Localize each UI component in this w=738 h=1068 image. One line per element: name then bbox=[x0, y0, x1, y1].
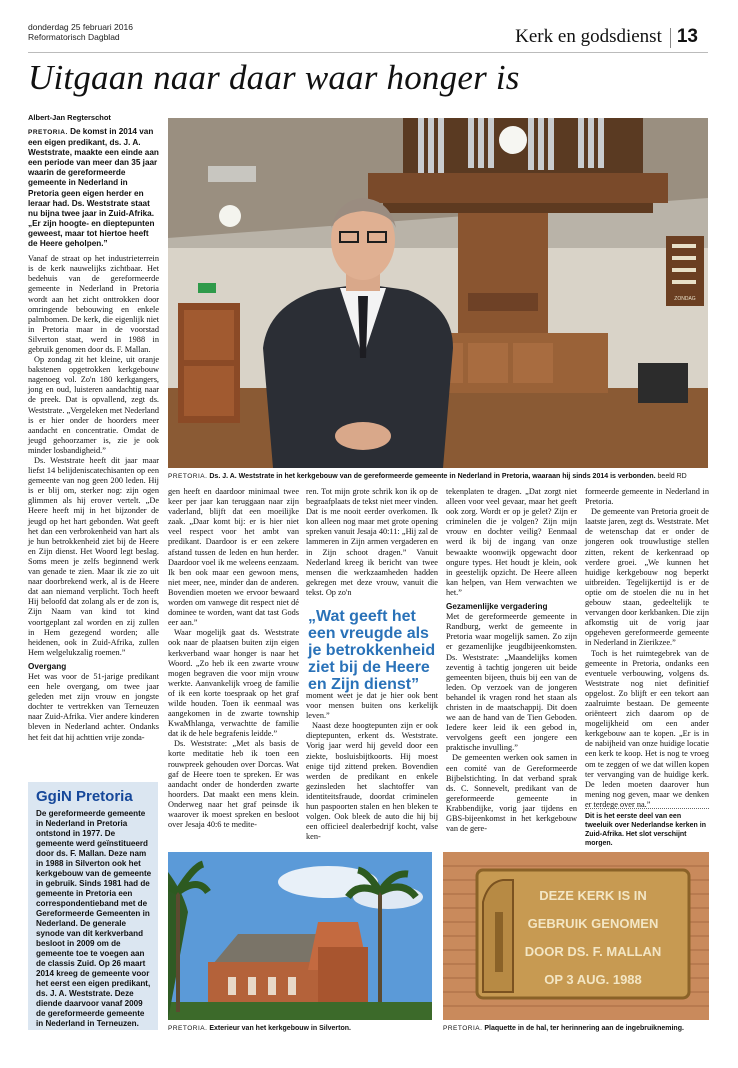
plaque-photo bbox=[443, 852, 709, 1020]
plaque-line-3: DOOR DS. F. MALLAN bbox=[524, 944, 662, 959]
paragraph: Ds. Weststrate heeft dit jaar maar liefst 14 belijdeniscatechisanten op een gemeente van nog geen 200 leden. Hij is er blij om, sterker nog: zijn ogen glimmen als hij erover vertelt. „De Heere heeft mij in het bijzonder de jeugd op het hart gebonden. Wat geeft het dan een verbrokenheid van hart als je hun betrokkenheid ziet bij de Heere en Zijn dienst. Het Woord legt beslag. Soms meen je zelfs beginnend werk van genade te zien. Maar ik zie zo uit naar doorbrekend werk, al is de Heere dat aan niemand verplicht. Toch heeft Hij beloofd dat zolang als er de zon is, Zijn Naam van kind tot kind voortgeplant zal worden en zij zullen in Hem gezegend worden; alle heidenen, ook in Zuid-Afrika, zullen Hem welgelukzalig roemen.” bbox=[28, 456, 159, 657]
paragraph: Vanaf de straat op het industrieterrein is de kerk nauwelijks zichtbaar. Het bedehuis van de gereformeerde gemeente in Nederland in Pretoria wordt aan het zicht onttrokken door omringende bebouwing en enkele palmbomen. De kerk, die eigenlijk niet in Pretoria maar in de voorstad Silverton staat, werd in 1988 in gebruik genomen door ds. F. Mallan. bbox=[28, 254, 159, 354]
paragraph: Het was voor de 51-jarige predikant een hele overgang, om twee jaar geleden met zijn vrouw en jongste dochter te vertrekken van Terneuzen naar Zuid-Afrika. Vier andere kinderen bleven in Nederland achter. Ondanks het feit dat hij achttien vrije zonda- bbox=[28, 671, 159, 742]
caption-text: Ds. J. A. Weststrate in het kerkgebouw van de gereformeerde gemeente in Nederland in Pretoria, waaraan hij sinds 2014 is verbonden. bbox=[209, 473, 656, 480]
paragraph: ren. Tot mijn grote schrik kon ik op de begraafplaats de tekst niet meer vinden. Dat is me nooit eerder overkomen. Ik kon alleen nog maar met grote opening spreken vanuit Jesaja 40:11: „Hij zal de lammeren in Zijn armen vergaderen en in Zijn schoot dragen.” Vanuit Nederland kreeg ik bericht van twee mensen die werkzaamheden hadden gekregen met deze vrouw, vanuit die tekst. Op zo'n bbox=[306, 487, 438, 597]
article-column-4 bbox=[446, 487, 577, 834]
paragraph: Waar mogelijk gaat ds. Weststrate ook naar de plaatsen buiten zijn eigen kerkverband waar honger is naar het Woord. „Zo heb ik een zwarte vrouw mogen begraven die voor mijn vrouw werkte. Aanvankelijk vroeg de familie of ik een korte toespraak op het graf wilde houden. Toen ik eenmaal was aangekomen in de zwarte township KwaMhlanga, verwachtte de familie dat ik de hele begrafenis leidde.” bbox=[168, 628, 299, 739]
info-box bbox=[28, 782, 158, 1030]
dateline: PRETORIA. bbox=[28, 129, 68, 136]
exterior-photo bbox=[168, 852, 432, 1020]
section-title: Kerk en godsdienst bbox=[515, 26, 662, 47]
page-number: 13 bbox=[676, 26, 698, 47]
issue-date: donderdag 25 februari 2016 bbox=[28, 22, 133, 32]
article-column-3-continued bbox=[306, 691, 438, 842]
header-rule bbox=[28, 52, 708, 53]
paragraph: tekenplaten te dragen. „Dat zorgt niet alleen voor veel gevaar, maar het geeft ook zorg. Wordt er op je gelet? Zijn er criminelen die je volgen? Zijn mijn vrouw en dochter veilig? Eenmaal werd ik bij de ingang van onze bewaakte woonwijk opgewacht door ongure types. Het houdt je klein, ook in geestelijk opzicht. De Heere alleen kan helpen, van Hem verwachten we het.” bbox=[446, 487, 577, 597]
main-photo-image bbox=[168, 118, 708, 468]
paragraph: Ds. Weststrate: „Met als basis de korte meditatie heb ik toen een rouwpreek gehouden over Dorcas. Wat gaf de Heere toen te spreken. Er was aandacht onder de honderden zwarte hoorders. Dat maakt een mens klein. Onderweg naar het graf peinsde ik waarover ik moest spreken en besloot over Jesaja 40:6 te medite- bbox=[168, 739, 299, 830]
subheading: Gezamenlijke vergadering bbox=[446, 602, 548, 612]
caption-dateline: PRETORIA. bbox=[443, 1025, 483, 1032]
paragraph: moment weet je dat je hier ook bent voor mensen buiten ons kerkelijk leven.” bbox=[306, 691, 438, 721]
article-column-3 bbox=[306, 487, 438, 598]
header-divider bbox=[670, 28, 671, 48]
info-box-title: GgiN Pretoria bbox=[36, 788, 133, 805]
caption-dateline: PRETORIA. bbox=[168, 473, 208, 480]
article-lead bbox=[28, 127, 159, 249]
photo-credit: beeld RD bbox=[657, 473, 687, 480]
article-column-1 bbox=[28, 127, 159, 743]
paragraph: De gemeenten werken ook samen in een comité van de Gereformeerde Bijbelstichting. In dat verband sprak ds. C. Sonnevelt, predikant van de gereformeerde gemeente in Krabbendijke, vorig jaar tijdens en GBS-bijeenkomst in het kerkgebouw van de gere- bbox=[446, 753, 577, 834]
paragraph: De gemeente van Pretoria groeit de laatste jaren, zegt ds. Weststrate. Met de wetenschap dat er onder de jongeren ook trouwlustige stellen zitten, rekent de kerkenraad op verdere groei. „We kunnen het huidige kerkgebouw nog beperkt uitbreiden. Tegelijkertijd is er de optie om de stoelen die nu in het gebouw staan, gedeeltelijk te vervangen door kerkbanken. Die zijn afkomstig uit de vorig jaar opgeheven gereformeerde gemeente in Nederland in Zierikzee.” bbox=[585, 507, 709, 648]
main-photo-caption bbox=[168, 472, 708, 481]
plaque-line-4: OP 3 AUG. 1988 bbox=[544, 972, 642, 987]
paragraph: formeerde gemeente in Nederland in Pretoria. bbox=[585, 487, 709, 507]
hymn-board-label: ZONDAG bbox=[674, 296, 696, 302]
plaque-photo-caption bbox=[443, 1024, 709, 1033]
caption-text: Plaquette in de hal, ter herinnering aan de ingebruikneming. bbox=[484, 1025, 684, 1032]
lead-text: De komst in 2014 van een eigen predikant, ds. J. A. Weststrate, maakte een einde aan een periode van meer dan 35 jaar waarin de gereformeerde gemeente in Nederland in Pretoria geen eigen herder en leraar had. Ds. Weststrate staat nu bijna twee jaar in Zuid-Afrika. „Er zijn hoogte- en dieptepunten geweest, maar tot hiertoe heeft de Heere geholpen.” bbox=[28, 127, 159, 249]
plaque-photo-image bbox=[443, 852, 709, 1020]
caption-dateline: PRETORIA. bbox=[168, 1025, 208, 1032]
pull-quote: „Wat geeft het een vreugde als je betrokkenheid ziet bij de Heere en Zijn dienst” bbox=[308, 608, 436, 693]
masthead-date-block bbox=[28, 22, 133, 42]
paragraph: Op zondag zit het kleine, uit oranje bakstenen opgetrokken kerkgebouw nagenoeg vol. Zo'n 180 kerkgangers, jong en oud, luisteren aandachtig naar de preek. Dat is opvallend, zegt ds. Weststrate. „Vergeleken met Nederland is er hier onder de hoorders meer aandacht en concentratie. Omdat de jeugd gehoorzamer is, zie je ook minder losbandigheid.” bbox=[28, 355, 159, 455]
exterior-photo-caption bbox=[168, 1024, 432, 1033]
paragraph: gen heeft en daardoor minimaal twee keer per jaar kan teruggaan naar zijn vaderland, blijft dat een moeilijke zaak. „Daar komt bij: er is hier niet veel respect voor het ambt van predikant. Daardoor is er een zekere afstand tussen de leden en hun herder. Daardoor voel ik me weleens eenzaam. Ik ben ook maar een gewoon mens, niet meer, nee, minder dan de anderen. Bovendien moeten we ervoor bewaard worden om vanwege dit respect niet dé dominee te worden, want dat tast Gods eer aan.” bbox=[168, 487, 299, 628]
caption-text: Exterieur van het kerkgebouw in Silverton. bbox=[209, 1025, 351, 1032]
series-note: Dit is het eerste deel van een tweeluik over Nederlandse kerken in Zuid-Afrika. Het slot verschijnt morgen. bbox=[585, 813, 706, 847]
paragraph: Toch is het ruimtegebrek van de gemeente in Pretoria, ondanks een eventuele verbouwing, volgens ds. Weststrate nog niet definitief opgelost. Zo blijft er een tekort aan zaalruimte bestaan. De gemeente oriënteert zich daarom op de mogelijkheid om een ander kerkgebouw aan te kopen. „Er is in de nabijheid van onze huidige locatie een kerk te koop. Het is nog te vroeg om te zeggen of we dat willen kopen ter vervanging van de huidige kerk. De leden moeten daarover hun mening nog geven, maar we denken er terdege over na.” bbox=[585, 648, 709, 809]
paragraph: Met de gereformeerde gemeente in Randburg, werkt de gemeente in Pretoria waar mogelijk samen. Zo zijn er gezamenlijke jeugdbijeenkomsten. Ds. Weststrate: „Maandelijks komen zeventig à tachtig jongeren uit beide gemeenten bijeen, thuis bij een van de leden. Op verzoek van de jongeren behandel ik vragen rond het staan als christen in de maatschappij. Dit doen we aan de hand van de Tien Geboden. Iedere keer leid ik een gebod in, vervolgens geeft een jongere een praktische invulling.” bbox=[446, 612, 577, 753]
article-column-5 bbox=[585, 487, 709, 810]
plaque-line-2: GEBRUIK GENOMEN bbox=[527, 916, 659, 931]
paragraph: Naast deze hoogtepunten zijn er ook dieptepunten, erkent ds. Weststrate. Vorig jaar werd hij geveld door een ziekte, bosluisbijtkoorts. Hij moest enige tijd zittend preken. Bovendien werden de predikant en enkele gezinsleden het slachtoffer van identiteitsfraude, doordat criminelen hun paspoorten stalen en hen bleken te volgen. Ook bleek de auto die hij bij een officieel dealerbedrijf kocht, valse ken- bbox=[306, 721, 438, 842]
info-box-text: De gereformeerde gemeente in Nederland in Pretoria ontstond in 1977. De gemeente werd geïnstitueerd door ds. F. Mallan. Deze nam in 1988 in Silverton ook het kerkgebouw van de gemeente in gebruik. Sinds 1981 had de gemeente in Pretoria een correspondentieband met de Gereformeerde Gemeenten in Nederland. De generale synode van dit kerkverband besloot in 2009 om de gemeente toe te voegen aan de classis Zuid. Op 26 maart 2014 kreeg de gemeente voor het eerst een eigen predikant, ds. J. A. Weststrate. Deze diende daarvoor vanaf 2009 de gereformeerde gemeente in Nederland in Terneuzen. bbox=[36, 809, 152, 1028]
article-column-2 bbox=[168, 487, 299, 830]
plaque-line-1: DEZE KERK IS IN bbox=[539, 888, 647, 903]
subheading: Overgang bbox=[28, 661, 67, 671]
headline: Uitgaan naar daar waar honger is bbox=[28, 58, 520, 97]
paper-name: Reformatorisch Dagblad bbox=[28, 32, 120, 42]
section-header bbox=[515, 26, 698, 48]
byline: Albert-Jan Regterschot bbox=[28, 113, 111, 122]
note-divider bbox=[585, 808, 709, 809]
main-photo bbox=[168, 118, 708, 468]
exterior-photo-image bbox=[168, 852, 432, 1020]
